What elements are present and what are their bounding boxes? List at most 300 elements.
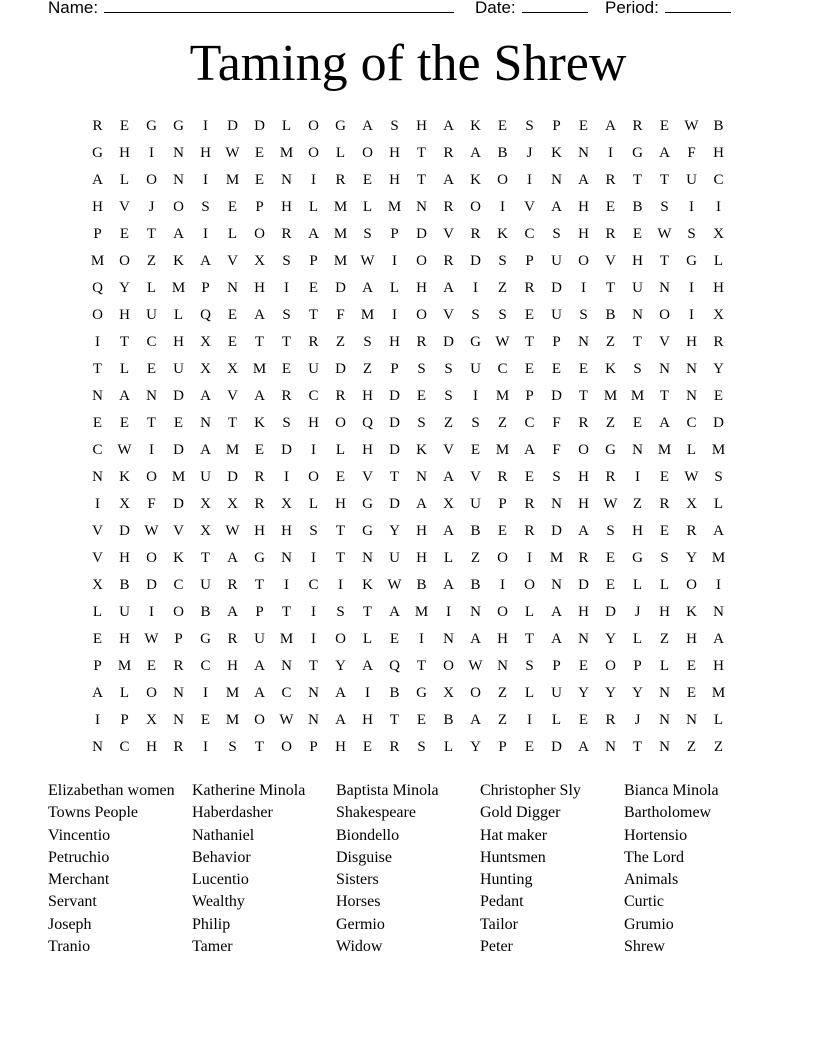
grid-letter: V [659,334,670,350]
grid-letter: R [281,226,292,242]
word-bank-item: Christopher Sly [480,782,581,799]
grid-letter: N [578,631,589,647]
grid-letter: I [95,496,100,512]
word-bank-item: Joseph [48,915,92,933]
grid-letter: H [632,253,643,269]
grid-letter: R [605,712,616,728]
grid-letter: D [578,577,589,593]
grid-letter: I [311,442,316,458]
grid-letter: I [527,712,532,728]
grid-letter: I [203,685,208,701]
grid-letter: L [281,118,292,134]
grid-letter: R [254,469,265,485]
grid-letter: I [149,604,154,620]
grid-row [84,626,732,653]
grid-letter: P [201,280,210,296]
grid-letter: M [333,199,348,215]
grid-letter: E [686,685,697,701]
grid-letter: E [713,388,724,404]
grid-letter: T [632,172,643,188]
grid-letter: A [335,712,346,728]
grid-letter: U [119,604,130,620]
grid-letter: Y [605,631,616,647]
grid-letter: A [254,658,265,674]
grid-letter: S [390,118,399,134]
grid-letter: H [389,145,400,161]
grid-row [84,545,732,572]
grid-letter: D [551,280,562,296]
grid-letter: M [414,604,429,620]
grid-letter: V [119,199,130,215]
grid-letter: X [443,685,454,701]
grid-letter: V [605,253,616,269]
grid-letter: I [95,334,100,350]
grid-letter: H [416,550,427,566]
word-bank-item: Tamer [192,938,233,956]
period-blank-line [665,0,731,13]
grid-letter: G [416,685,427,701]
grid-letter: P [552,118,561,134]
grid-letter: R [524,280,535,296]
grid-letter: P [390,361,399,377]
grid-letter: V [173,523,184,539]
grid-letter: M [117,658,132,674]
grid-letter: O [416,253,427,269]
word-bank-item: Huntsmen [480,848,546,866]
grid-letter: E [335,469,346,485]
grid-letter: E [146,361,157,377]
grid-letter: A [443,523,454,539]
grid-letter: S [498,253,507,269]
grid-letter: U [308,361,319,377]
grid-letter: M [279,631,294,647]
grid-letter: E [416,388,427,404]
grid-letter: K [362,577,373,593]
grid-letter: L [524,685,535,701]
grid-letter: H [389,334,400,350]
grid-letter: E [578,361,589,377]
grid-letter: Z [146,253,157,269]
grid-letter: V [524,199,535,215]
grid-letter: G [605,442,616,458]
grid-letter: P [498,496,507,512]
grid-letter: N [686,712,697,728]
grid-letter: T [524,631,535,647]
grid-letter: Z [497,280,508,296]
grid-letter: A [713,631,724,647]
grid-letter: W [144,523,159,539]
grid-letter: I [365,685,370,701]
grid-letter: H [362,442,373,458]
grid-letter: T [578,388,589,404]
grid-row [84,221,732,248]
grid-letter: I [392,253,397,269]
grid-letter: B [605,307,616,323]
grid-letter: K [119,469,130,485]
grid-letter: O [146,550,157,566]
grid-letter: T [200,550,211,566]
word-bank [48,780,768,958]
grid-letter: L [308,496,319,512]
grid-letter: A [227,550,238,566]
grid-letter: S [309,523,318,539]
grid-letter: H [686,631,697,647]
grid-letter: E [605,577,616,593]
grid-letter: A [92,685,103,701]
grid-letter: C [146,334,157,350]
grid-letter: R [254,496,265,512]
grid-letter: T [254,334,265,350]
grid-letter: P [552,334,561,350]
grid-letter: O [119,253,130,269]
grid-letter: H [578,604,589,620]
grid-letter: L [119,361,130,377]
grid-letter: U [551,253,562,269]
grid-letter: N [281,172,292,188]
grid-letter: N [281,550,292,566]
grid-letter: Q [389,658,400,674]
grid-letter: D [335,280,346,296]
grid-letter: B [443,712,454,728]
grid-letter: A [443,280,454,296]
grid-letter: F [336,307,345,323]
grid-letter: R [416,334,427,350]
grid-letter: L [389,280,400,296]
grid-letter: R [389,739,400,755]
grid-letter: S [525,658,534,674]
grid-letter: Z [497,712,508,728]
grid-letter: P [390,226,399,242]
grid-letter: T [389,469,400,485]
grid-letter: X [200,334,211,350]
grid-row [84,167,732,194]
grid-row [84,680,732,707]
grid-letter: L [308,199,319,215]
grid-letter: M [495,388,510,404]
grid-letter: G [254,550,265,566]
grid-letter: A [659,415,670,431]
grid-letter: R [605,226,616,242]
grid-letter: E [605,550,616,566]
grid-letter: E [497,118,508,134]
grid-letter: Z [713,739,724,755]
grid-letter: R [524,523,535,539]
grid-letter: V [362,469,373,485]
grid-letter: T [416,172,427,188]
grid-letter: K [173,253,184,269]
grid-letter: P [309,739,318,755]
grid-letter: O [308,145,319,161]
grid-letter: R [632,118,643,134]
grid-letter: S [444,388,453,404]
grid-letter: Z [362,361,373,377]
grid-letter: S [228,739,237,755]
grid-letter: H [146,739,157,755]
word-bank-item: Katherine Minola [192,782,306,799]
grid-letter: U [686,172,697,188]
grid-letter: E [470,442,481,458]
word-bank-item: Behavior [192,848,251,866]
grid-letter: N [497,658,508,674]
grid-row [84,734,732,761]
grid-letter: V [92,523,103,539]
grid-letter: M [171,280,186,296]
grid-letter: A [551,631,562,647]
grid-letter: L [119,172,130,188]
grid-letter: G [686,253,697,269]
grid-letter: N [659,280,670,296]
grid-letter: I [689,199,694,215]
grid-letter: X [227,361,238,377]
grid-letter: G [92,145,103,161]
grid-letter: H [119,145,130,161]
grid-letter: P [93,658,102,674]
name-label: Name: [48,0,99,17]
grid-letter: E [659,118,670,134]
grid-letter: I [635,469,640,485]
grid-letter: N [146,388,157,404]
grid-letter: X [443,496,454,512]
grid-letter: H [416,523,427,539]
grid-letter: N [686,361,697,377]
word-bank-item: Bartholomew [624,804,712,822]
word-bank-item: Philip [192,915,231,933]
grid-letter: W [684,469,699,485]
grid-letter: I [608,145,613,161]
word-bank-item: Towns People [48,804,138,822]
grid-letter: P [255,199,264,215]
grid-letter: A [362,280,373,296]
grid-letter: A [443,577,454,593]
grid-letter: D [227,469,238,485]
grid-letter: A [659,145,670,161]
word-bank-item: Hortensio [624,826,688,844]
grid-letter: T [389,712,400,728]
grid-letter: M [711,685,726,701]
grid-row [84,464,732,491]
grid-letter: S [660,199,669,215]
grid-letter: H [416,280,427,296]
grid-letter: S [417,739,426,755]
grid-letter: Y [578,685,589,701]
grid-letter: C [497,361,508,377]
grid-letter: K [416,442,427,458]
grid-letter: T [605,280,616,296]
grid-letter: H [119,307,130,323]
grid-letter: L [632,577,643,593]
grid-letter: S [579,307,588,323]
grid-letter: D [173,496,184,512]
grid-letter: H [362,712,373,728]
grid-row [84,113,732,140]
grid-letter: X [713,307,724,323]
grid-letter: O [254,226,265,242]
grid-letter: I [203,226,208,242]
grid-letter: B [497,145,508,161]
grid-letter: G [362,496,373,512]
grid-letter: I [311,172,316,188]
grid-letter: N [281,658,292,674]
grid-letter: M [495,442,510,458]
grid-letter: P [120,712,129,728]
grid-letter: L [632,631,643,647]
grid-letter: Z [335,334,346,350]
grid-letter: A [443,469,454,485]
grid-letter: U [254,631,265,647]
grid-letter: N [659,712,670,728]
grid-letter: A [200,388,211,404]
grid-letter: O [497,604,508,620]
grid-letter: R [605,469,616,485]
grid-letter: H [119,550,130,566]
grid-letter: A [524,442,535,458]
word-bank-item: Shrew [624,938,665,956]
grid-letter: I [284,280,289,296]
date-label: Date: [475,0,516,17]
grid-letter: L [362,199,373,215]
grid-letter: E [659,469,670,485]
grid-letter: N [551,577,562,593]
grid-letter: G [146,118,157,134]
word-bank-item: Pedant [480,893,524,911]
grid-letter: M [225,172,240,188]
grid-letter: O [524,577,535,593]
grid-letter: H [227,658,238,674]
grid-letter: E [254,172,265,188]
grid-letter: L [335,442,346,458]
word-search-grid [84,113,732,761]
grid-letter: B [119,577,130,593]
grid-letter: D [551,523,562,539]
page-title: Taming of the Shrew [189,35,627,92]
grid-letter: S [687,226,696,242]
word-bank-item: Sisters [336,871,379,889]
grid-row [84,383,732,410]
word-bank-item: Widow [336,938,383,956]
word-bank-item: Tranio [48,938,91,956]
grid-letter: K [470,118,481,134]
grid-letter: Z [443,415,454,431]
grid-letter: T [254,577,265,593]
grid-letter: P [498,739,507,755]
grid-letter: O [443,658,454,674]
grid-letter: E [254,145,265,161]
date-field [475,0,588,18]
grid-row [84,653,732,680]
grid-letter: R [443,145,454,161]
grid-letter: L [119,685,130,701]
grid-letter: X [281,496,292,512]
grid-letter: I [446,604,451,620]
grid-letter: S [633,361,642,377]
grid-row [84,248,732,275]
grid-letter: A [605,118,616,134]
grid-letter: O [146,172,157,188]
grid-letter: S [363,334,372,350]
grid-letter: I [311,550,316,566]
grid-letter: A [416,496,427,512]
grid-letter: O [146,469,157,485]
grid-letter: T [308,658,319,674]
grid-letter: R [308,334,319,350]
grid-letter: D [551,739,562,755]
grid-letter: P [633,658,642,674]
grid-letter: E [605,199,616,215]
grid-letter: T [281,334,292,350]
grid-letter: R [443,199,454,215]
grid-letter: Y [119,280,130,296]
grid-letter: M [711,442,726,458]
grid-row [84,437,732,464]
word-bank-item: Animals [624,871,679,889]
grid-letter: H [713,145,724,161]
grid-letter: X [200,496,211,512]
grid-letter: M [630,388,645,404]
grid-letter: M [657,442,672,458]
grid-letter: N [551,172,562,188]
grid-letter: R [713,334,724,350]
grid-letter: J [526,145,533,161]
grid-letter: Y [470,739,481,755]
grid-letter: N [308,685,319,701]
grid-letter: T [659,253,670,269]
grid-letter: A [254,388,265,404]
grid-letter: V [443,442,454,458]
grid-row [84,275,732,302]
grid-letter: Z [470,550,481,566]
grid-letter: R [659,496,670,512]
grid-letter: W [225,523,240,539]
word-bank-item: Biondello [336,826,400,844]
grid-letter: L [659,658,670,674]
grid-letter: E [119,226,130,242]
word-bank-item: Germio [336,915,385,933]
grid-letter: E [578,118,589,134]
grid-letter: S [552,469,561,485]
grid-letter: F [147,496,156,512]
grid-letter: R [335,388,346,404]
grid-letter: L [146,280,157,296]
grid-letter: N [632,307,643,323]
grid-letter: T [335,523,346,539]
grid-letter: A [173,226,184,242]
grid-letter: T [524,334,535,350]
grid-letter: H [200,145,211,161]
grid-letter: P [525,388,534,404]
grid-letter: N [470,604,481,620]
word-bank-item: Elizabethan women [48,782,175,799]
grid-letter: Z [632,496,643,512]
grid-letter: O [173,199,184,215]
grid-letter: O [470,199,481,215]
header-fields [48,0,738,20]
grid-letter: M [225,712,240,728]
grid-letter: E [173,415,184,431]
grid-letter: S [471,415,480,431]
grid-letter: I [149,442,154,458]
grid-letter: D [281,442,292,458]
grid-letter: H [281,199,292,215]
grid-letter: I [716,577,721,593]
grid-letter: H [335,739,346,755]
grid-letter: W [360,253,375,269]
word-bank-item: Hat maker [480,826,548,844]
grid-letter: K [551,145,562,161]
grid-letter: Z [659,631,670,647]
grid-letter: M [333,226,348,242]
grid-letter: C [173,577,184,593]
date-blank-line [522,0,588,13]
